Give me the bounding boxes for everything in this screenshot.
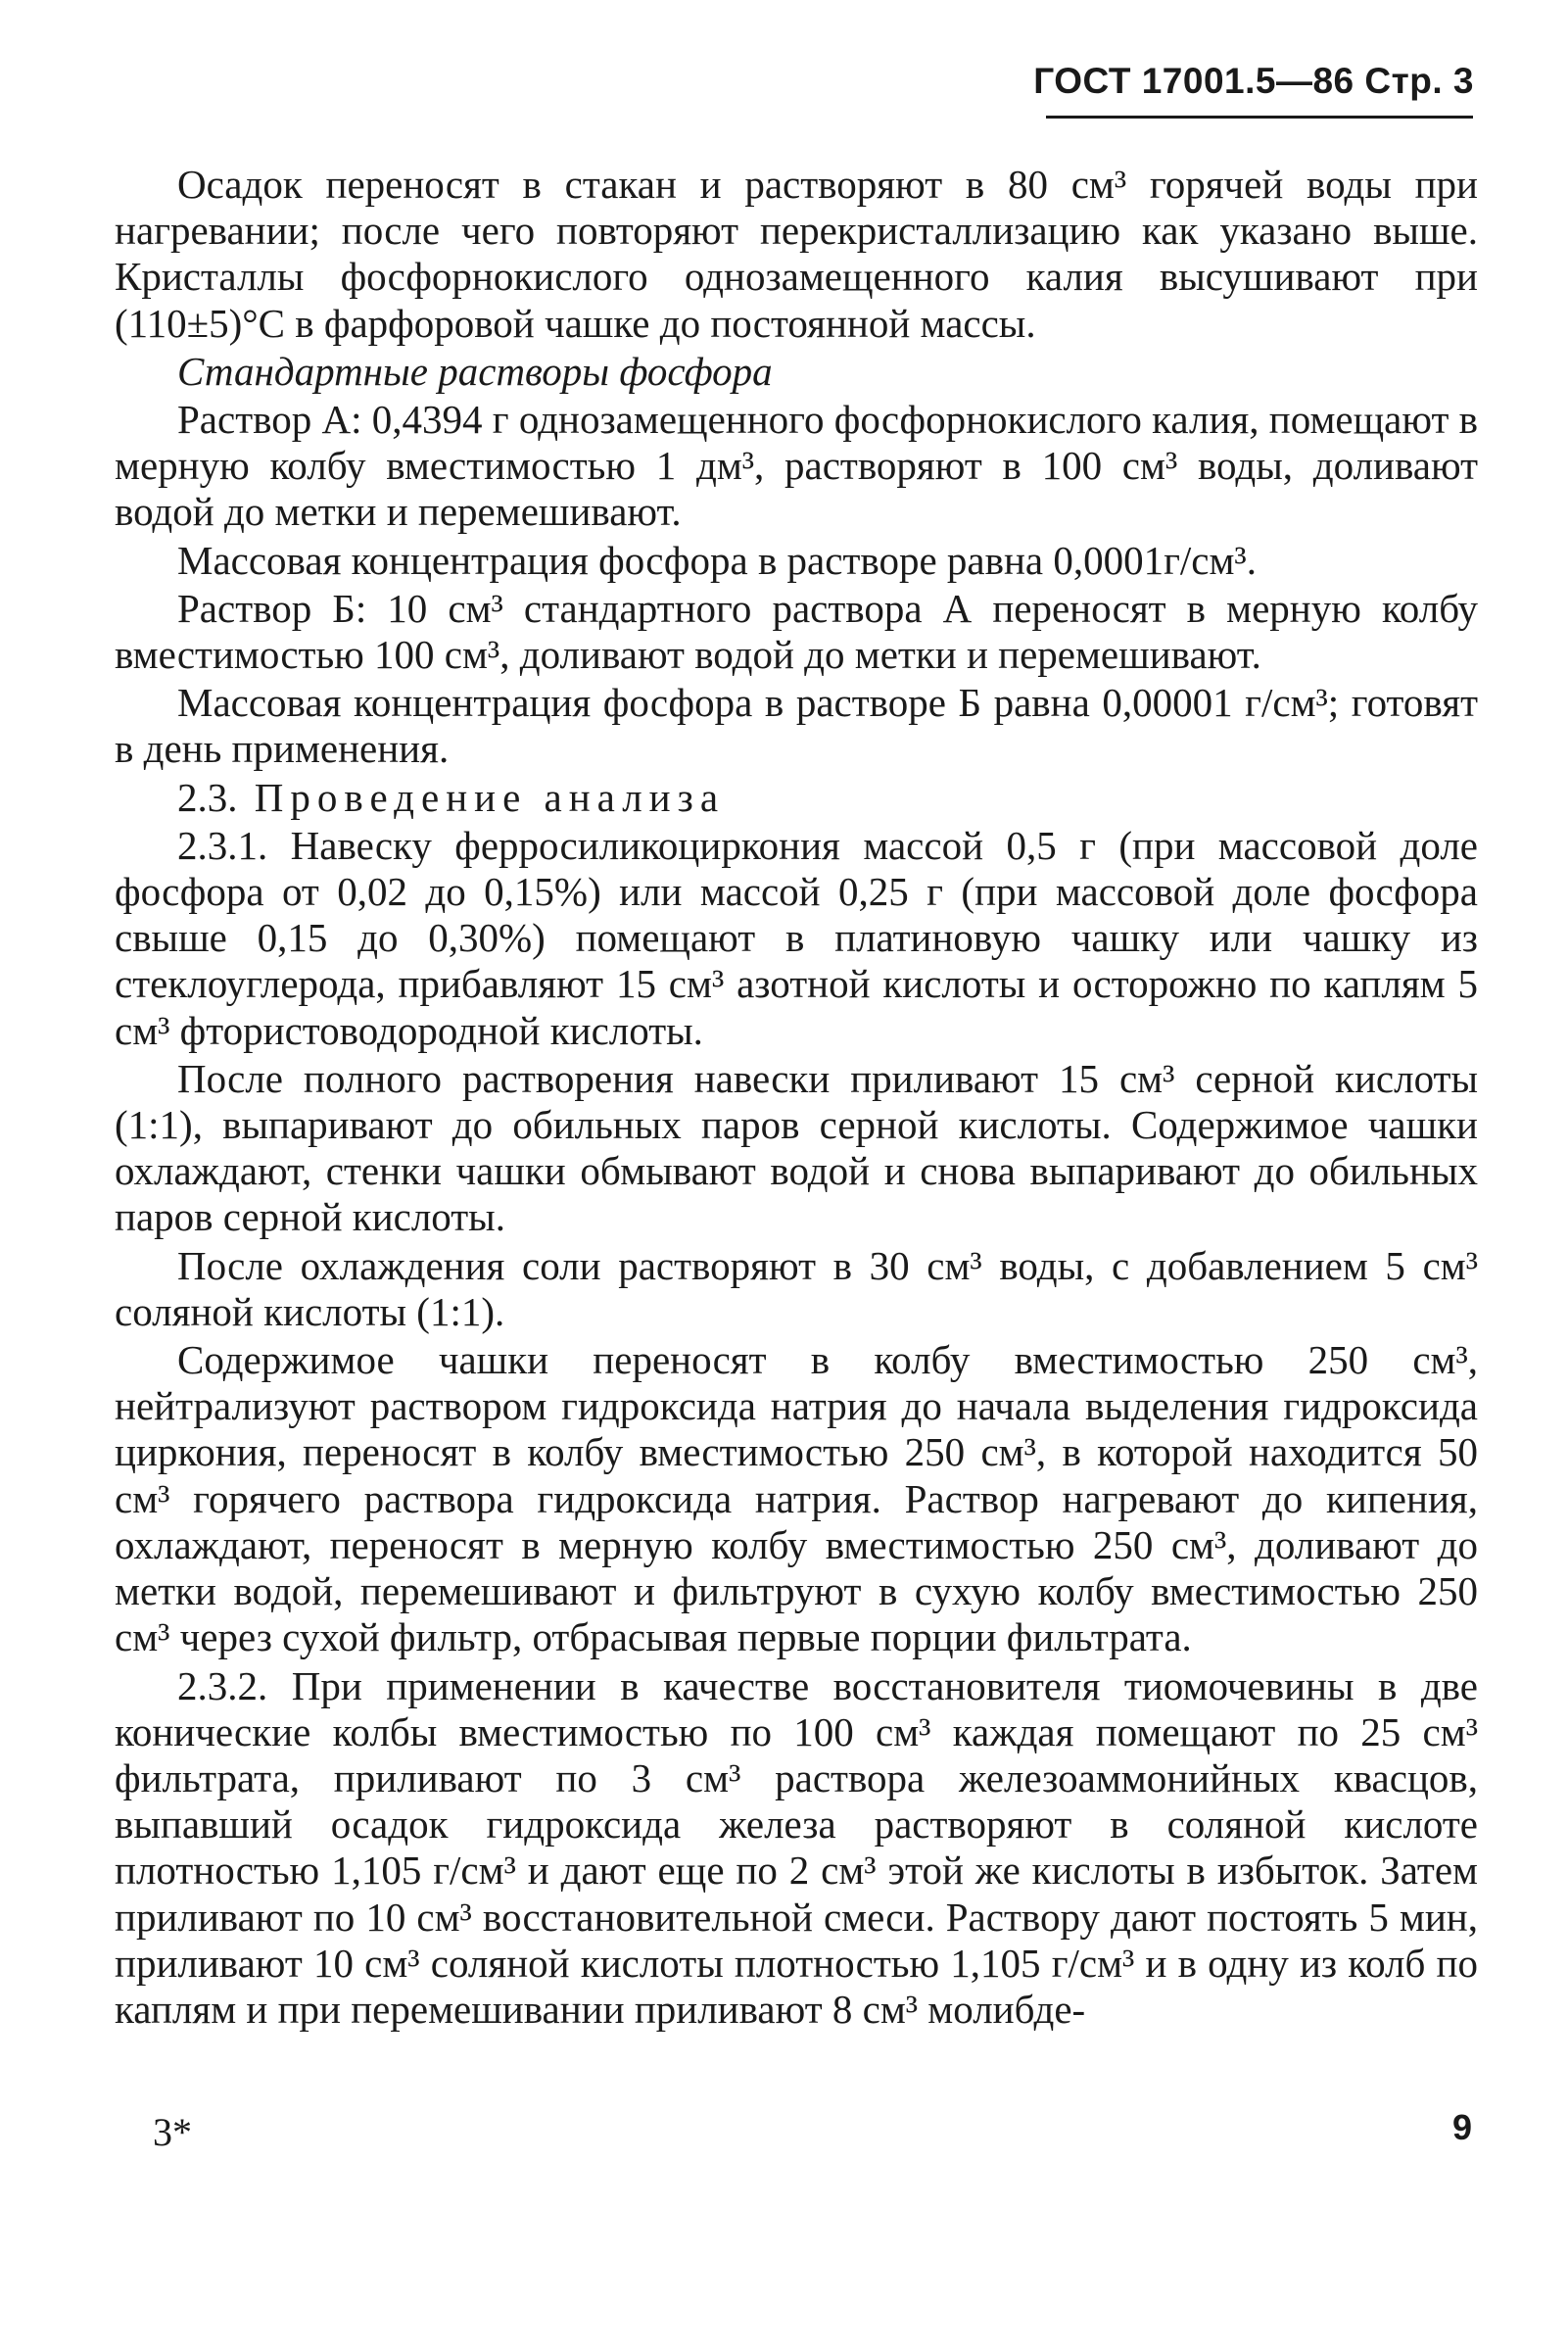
- paragraph: Раствор А: 0,4394 г однозамещенного фосфорнокислого калия, помещают в мерную колбу вместимостью 1 дм³, растворяют в 100 см³ воды, доливают водой до метки и перемешивают.: [115, 397, 1478, 535]
- section-subheading: Стандартные растворы фосфора: [177, 348, 773, 394]
- paragraph: Массовая концентрация фосфора в растворе Б равна 0,00001 г/см³; готовят в день применения.: [115, 680, 1478, 772]
- document-body: [115, 162, 1478, 2033]
- section-title: Проведение анализа: [254, 774, 726, 820]
- paragraph: Массовая концентрация фосфора в растворе равна 0,0001г/см³.: [177, 537, 1257, 583]
- section-heading: [115, 775, 1478, 821]
- paragraph: Раствор Б: 10 см³ стандартного раствора А переносят в мерную колбу вместимостью 100 см³, доливают водой до метки и перемешивают.: [115, 585, 1478, 678]
- paragraph: Осадок переносят в стакан и растворяют в 80 см³ горячей воды при нагревании; после чего повторяют перекристаллизацию как указано выше. Кристаллы фосфорнокислого однозамещенного калия высушивают при (110±5)°С в фарфоровой чашке до постоянной массы.: [115, 162, 1478, 346]
- paragraph: 2.3.1. Навеску ферросиликоциркония массой 0,5 г (при массовой доле фосфора от 0,02 до 0,15%) или массой 0,25 г (при массовой доле фосфора свыше 0,15 до 0,30%) помещают в платиновую чашку или чашку из стеклоуглерода, прибавляют 15 см³ азотной кислоты и осторожно по каплям 5 см³ фтористоводородной кислоты.: [115, 822, 1478, 1053]
- paragraph: 2.3.2. При применении в качестве восстановителя тиомочевины в две конические колбы вместимостью по 100 см³ каждая помещают по 25 см³ фильтрата, приливают по 3 см³ раствора железоаммонийных квасцов, выпавший осадок гидроксида железа растворяют в соляной кислоте плотностью 1,105 г/см³ и дают еще по 2 см³ этой же кислоты в избыток. Затем приливают по 10 см³ восстановительной смеси. Раствору дают постоять 5 мин, приливают 10 см³ соляной кислоты плотностью 1,105 г/см³ и в одну из колб по каплям и при перемешивании приливают 8 см³ молибде-: [115, 1662, 1478, 2032]
- page-number: 9: [1451, 2107, 1472, 2147]
- paragraph: После охлаждения соли растворяют в 30 см³ воды, с добавлением 5 см³ соляной кислоты (1:1).: [115, 1242, 1478, 1334]
- section-number: 2.3.: [177, 774, 238, 820]
- paragraph: Содержимое чашки переносят в колбу вместимостью 250 см³, нейтрализуют раствором гидроксида натрия до начала выделения гидроксида циркония, переносят в колбу вместимостью 250 см³, в которой находится 50 см³ горячего раствора гидроксида натрия. Раствор нагревают до кипения, охлаждают, переносят в мерную колбу вместимостью 250 см³, доливают до метки водой, перемешивают и фильтруют в сухую колбу вместимостью 250 см³ через сухой фильтр, отбрасывая первые порции фильтрата.: [115, 1337, 1478, 1660]
- header-rule: [1046, 116, 1473, 119]
- signature-mark: 3*: [153, 2110, 192, 2154]
- paragraph: После полного растворения навески приливают 15 см³ серной кислоты (1:1), выпаривают до обильных паров серной кислоты. Содержимое чашки охлаждают, стенки чашки обмывают водой и снова выпаривают до обильных паров серной кислоты.: [115, 1055, 1478, 1240]
- page-header: ГОСТ 17001.5—86 Стр. 3: [1033, 61, 1474, 101]
